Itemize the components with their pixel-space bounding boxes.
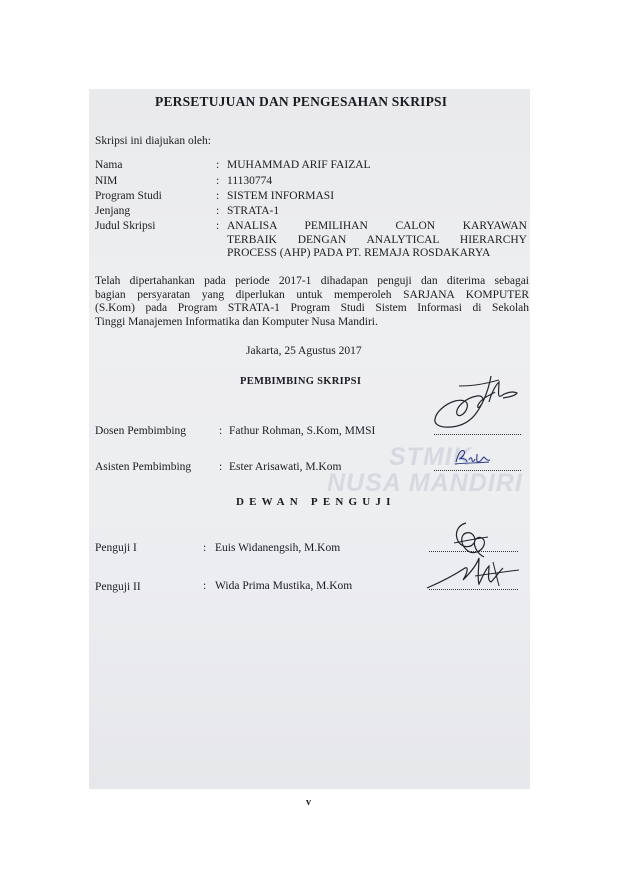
colon: : bbox=[219, 425, 223, 437]
paragraph-line: (S.Kom) pada Program STRATA-1 Program Studi Sistem Informasi di Sekolah bbox=[95, 302, 529, 314]
colon: : bbox=[203, 580, 207, 592]
paragraph-line: bagian persyaratan yang diperlukan untuk memperoleh SARJANA KOMPUTER bbox=[95, 288, 529, 301]
label-program-studi: Program Studi bbox=[95, 190, 162, 202]
label-nama: Nama bbox=[95, 159, 123, 171]
signature-line bbox=[434, 470, 521, 471]
value-program-studi: SISTEM INFORMASI bbox=[227, 190, 335, 202]
colon: : bbox=[219, 461, 223, 473]
value-nim: 11130774 bbox=[227, 175, 273, 187]
value-jenjang: STRATA-1 bbox=[227, 205, 280, 217]
label-nim: NIM bbox=[95, 175, 118, 187]
scanned-document-page bbox=[89, 89, 530, 789]
paragraph-line: Tinggi Manajemen Informatika dan Komputer Nusa Mandiri. bbox=[95, 315, 378, 328]
judul-line: ANALISA PEMILIHAN CALON KARYAWAN bbox=[227, 220, 527, 232]
role-penguji-2: Penguji II bbox=[95, 581, 141, 593]
value-nama: MUHAMMAD ARIF FAIZAL bbox=[227, 159, 371, 171]
label-judul-skripsi: Judul Skripsi bbox=[95, 220, 156, 232]
page-title: PERSETUJUAN DAN PENGESAHAN SKRIPSI bbox=[155, 94, 448, 109]
role-asisten-pembimbing: Asisten Pembimbing bbox=[95, 461, 192, 473]
role-dosen-pembimbing: Dosen Pembimbing bbox=[95, 425, 187, 437]
approval-paragraph bbox=[95, 275, 529, 329]
name-penguji-2: Wida Prima Mustika, M.Kom bbox=[215, 580, 353, 592]
role-penguji-1: Penguji I bbox=[95, 542, 137, 554]
paragraph-line: Telah dipertahankan pada periode 2017-1 dihadapan penguji dan diterima sebagai bbox=[95, 275, 529, 287]
pembimbing-heading: PEMBIMBING SKRIPSI bbox=[240, 376, 362, 387]
name-penguji-1: Euis Widanengsih, M.Kom bbox=[215, 542, 341, 554]
colon: : bbox=[216, 190, 220, 202]
watermark-line: STMIK bbox=[389, 443, 472, 471]
page-number: v bbox=[306, 797, 311, 808]
judul-line: TERBAIK DENGAN ANALYTICAL HIERARCHY bbox=[227, 233, 527, 246]
colon: : bbox=[216, 220, 220, 232]
signature-dosen-pembimbing bbox=[429, 374, 529, 454]
name-dosen-pembimbing: Fathur Rohman, S.Kom, MMSI bbox=[229, 425, 376, 437]
judul-line: PROCESS (AHP) PADA PT. REMAJA ROSDAKARYA bbox=[227, 247, 491, 259]
colon: : bbox=[216, 159, 220, 171]
signature-asisten-pembimbing bbox=[453, 446, 493, 468]
date-place: Jakarta, 25 Agustus 2017 bbox=[246, 345, 362, 357]
name-asisten-pembimbing: Ester Arisawati, M.Kom bbox=[229, 461, 342, 473]
signature-penguji-2 bbox=[423, 554, 523, 594]
colon: : bbox=[203, 542, 207, 554]
value-judul-skripsi bbox=[227, 220, 527, 261]
colon: : bbox=[216, 175, 220, 187]
label-jenjang: Jenjang bbox=[95, 205, 131, 217]
intro-text: Skripsi ini diajukan oleh: bbox=[95, 135, 211, 147]
watermark-line: NUSA MANDIRI bbox=[327, 469, 523, 497]
dewan-penguji-heading: DEWAN PENGUJI bbox=[236, 496, 396, 508]
colon: : bbox=[216, 205, 220, 217]
